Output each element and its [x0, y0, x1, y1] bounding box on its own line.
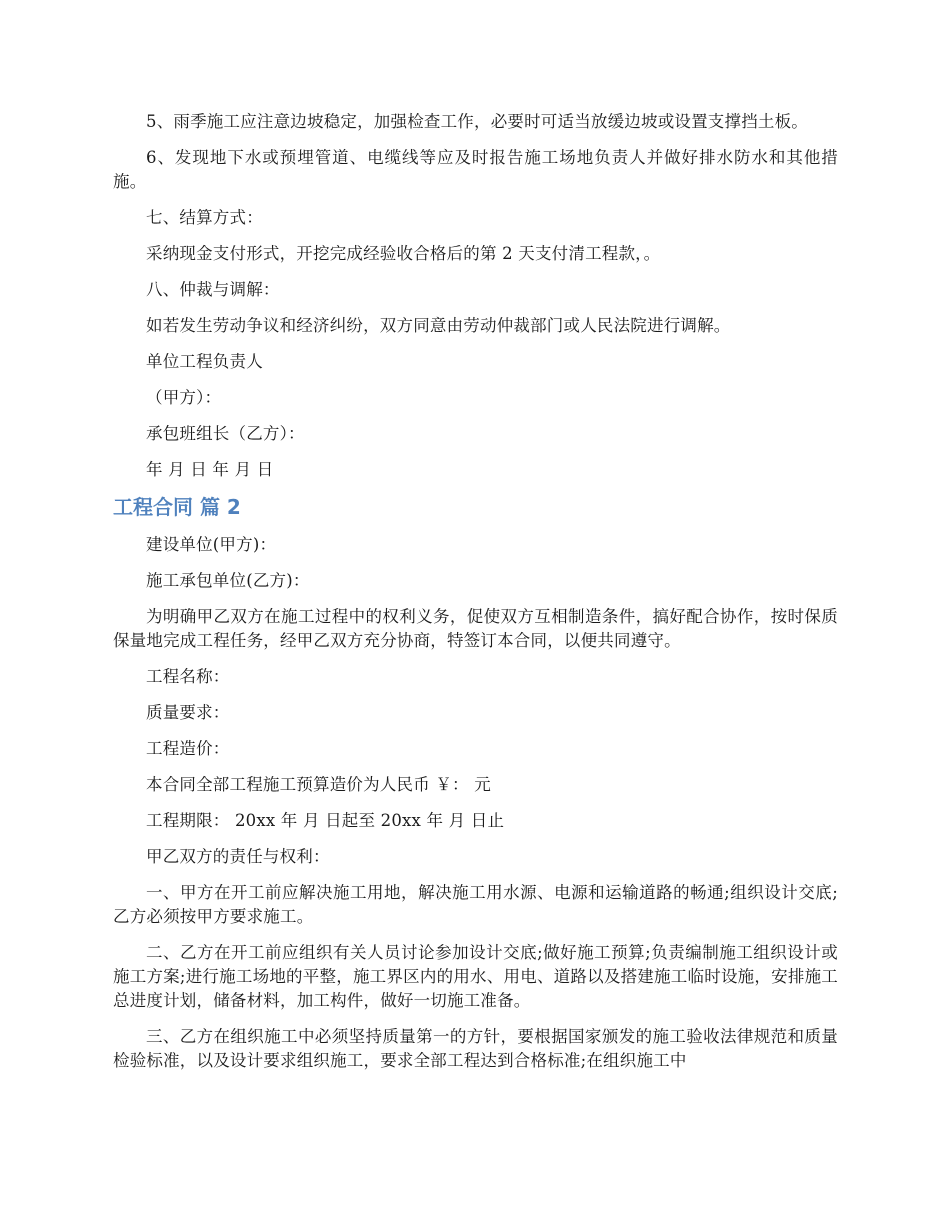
paragraph-clause-2: 二、乙方在开工前应组织有关人员讨论参加设计交底;做好施工预算;负责编制施工组织设计或施工方案;进行施工场地的平整，施工界区内的用水、用电、道路以及搭建施工临时设施，安排施工总进度计划，储备材料，加工构件，做好一切施工准备。: [113, 943, 838, 1010]
paragraph-quality: 质量要求：: [146, 703, 230, 722]
paragraph-arbitration-heading: 八、仲裁与调解：: [146, 280, 280, 299]
paragraph-groundwater: 6、发现地下水或预埋管道、电缆线等应及时报告施工场地负责人并做好排水防水和其他措施。: [113, 148, 838, 191]
paragraph-purpose: 为明确甲乙双方在施工过程中的权利义务，促使双方互相制造条件，搞好配合协作，按时保质保量地完成工程任务，经甲乙双方充分协商，特签订本合同，以便共同遵守。: [113, 607, 838, 650]
paragraph-project-name: 工程名称：: [146, 667, 230, 686]
paragraph-clause-3: 三、乙方在组织施工中必须坚持质量第一的方针，要根据国家颁发的施工验收法律规范和质量检验标准，以及设计要求组织施工，要求全部工程达到合格标准;在组织施工中: [113, 1027, 838, 1070]
paragraph-unit-manager: 单位工程负责人: [146, 352, 263, 371]
paragraph-responsibilities: 甲乙双方的责任与权利：: [146, 847, 330, 866]
section-heading: 工程合同 篇 2: [113, 495, 241, 519]
paragraph-team-leader: 承包班组长（乙方）：: [146, 424, 305, 443]
paragraph-date-line: 年 月 日 年 月 日: [146, 460, 274, 479]
document-page: [113, 110, 838, 1085]
paragraph-construction-unit: 建设单位(甲方)：: [146, 535, 277, 554]
paragraph-period: 工程期限： 20xx 年 月 日起至 20xx 年 月 日止: [146, 811, 505, 830]
paragraph-settlement-heading: 七、结算方式：: [146, 208, 263, 227]
paragraph-clause-1: 一、甲方在开工前应解决施工用地，解决施工用水源、电源和运输道路的畅通;组织设计交底;乙方必须按甲方要求施工。: [113, 883, 838, 926]
paragraph-rainy-season: 5、雨季施工应注意边坡稳定，加强检查工作，必要时可适当放缓边坡或设置支撑挡土板。: [146, 112, 808, 131]
paragraph-contractor-unit: 施工承包单位(乙方)：: [146, 571, 310, 590]
paragraph-cost: 工程造价：: [146, 739, 230, 758]
paragraph-party-a: （甲方）：: [146, 388, 222, 407]
paragraph-budget: 本合同全部工程施工预算造价为人民币 ￥： 元: [146, 775, 491, 794]
paragraph-arbitration: 如若发生劳动争议和经济纠纷，双方同意由劳动仲裁部门或人民法院进行调解。: [146, 316, 731, 335]
paragraph-settlement: 采纳现金支付形式，开挖完成经验收合格后的第 2 天支付清工程款，。: [146, 244, 661, 263]
